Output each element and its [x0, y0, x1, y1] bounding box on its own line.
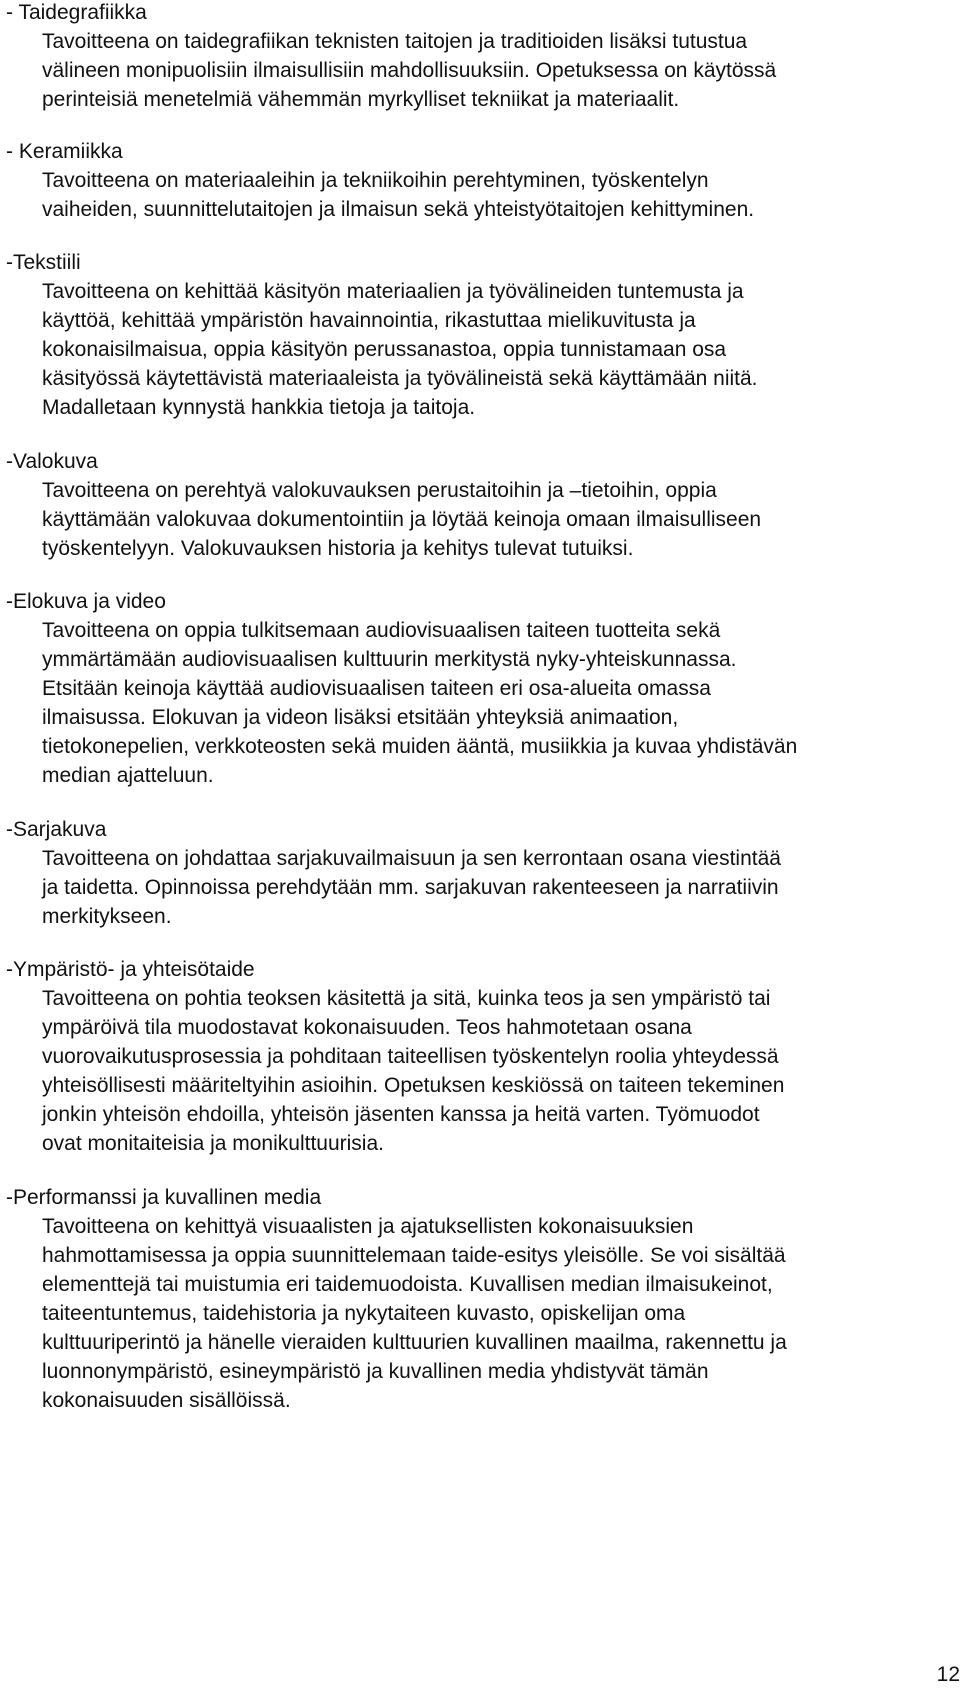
section-heading: - Keramiikka: [6, 140, 123, 163]
section-heading: -Ympäristö- ja yhteisötaide: [6, 958, 255, 981]
body-line: työskentelyyn. Valokuvauksen historia ja kehitys tulevat tutuiksi.: [42, 537, 634, 560]
section-valokuva: [0, 447, 960, 563]
section-taidegrafiikka: [0, 0, 960, 114]
body-line: ilmaisussa. Elokuvan ja videon lisäksi etsitään yhteyksiä animaation,: [42, 706, 679, 729]
body-line: merkitykseen.: [42, 905, 172, 928]
body-line: välineen monipuolisiin ilmaisullisiin mahdollisuuksiin. Opetuksessa on käytössä: [42, 59, 777, 82]
body-line: käsityössä käytettävistä materiaaleista ja työvälineistä sekä käyttämään niitä.: [42, 367, 758, 390]
section-keramiikka: [0, 137, 960, 224]
body-line: Tavoitteena on pohtia teoksen käsitettä ja sitä, kuinka teos ja sen ympäristö tai: [42, 987, 771, 1010]
body-line: taiteentuntemus, taidehistoria ja nykytaiteen kuvasto, opiskelijan oma: [42, 1302, 686, 1325]
body-line: kokonaisilmaisua, oppia käsityön perussanastoa, oppia tunnistamaan osa: [42, 338, 727, 361]
body-line: Tavoitteena on kehittää käsityön materiaalien ja työvälineiden tuntemusta ja: [42, 280, 744, 303]
body-line: ovat monitaiteisia ja monikulttuurisia.: [42, 1132, 384, 1155]
body-line: ja taidetta. Opinnoissa perehdytään mm. sarjakuvan rakenteeseen ja narratiivin: [42, 876, 779, 899]
section-heading: - Taidegrafiikka: [6, 1, 147, 24]
section-heading: -Performanssi ja kuvallinen media: [6, 1186, 322, 1209]
body-line: kokonaisuuden sisällöissä.: [42, 1389, 291, 1412]
body-line: median ajatteluun.: [42, 764, 214, 787]
body-line: vuorovaikutusprosessia ja pohditaan taiteellisen työskentelyn roolia yhteydessä: [42, 1045, 779, 1068]
body-line: käyttöä, kehittää ympäristön havainnointia, rikastuttaa mielikuvitusta ja: [42, 309, 696, 332]
section-tekstiili: [0, 248, 960, 422]
body-line: ympäröivä tila muodostavat kokonaisuuden. Teos hahmotetaan osana: [42, 1016, 692, 1039]
body-line: Tavoitteena on perehtyä valokuvauksen perustaitoihin ja –tietoihin, oppia: [42, 479, 717, 502]
body-line: tietokonepelien, verkkoteosten sekä muiden ääntä, musiikkia ja kuvaa yhdistävän: [42, 735, 798, 758]
page-number: 12: [936, 1663, 960, 1686]
section-heading: -Sarjakuva: [6, 818, 107, 841]
body-line: Tavoitteena on kehittyä visuaalisten ja ajatuksellisten kokonaisuuksien: [42, 1215, 694, 1238]
section-sarjakuva: [0, 815, 960, 931]
body-line: vaiheiden, suunnittelutaitojen ja ilmaisun sekä yhteistyötaitojen kehittyminen.: [42, 198, 755, 221]
section-ymparisto-ja-yhteisotaide: [0, 955, 960, 1158]
body-line: Tavoitteena on materiaaleihin ja tekniikoihin perehtyminen, työskentelyn: [42, 169, 709, 192]
body-line: elementtejä tai muistumia eri taidemuodoista. Kuvallisen median ilmaisukeinot,: [42, 1273, 773, 1296]
section-heading: -Valokuva: [6, 450, 98, 473]
section-heading: -Tekstiili: [6, 251, 81, 274]
body-line: ymmärtämään audiovisuaalisen kulttuurin merkitystä nyky-yhteiskunnassa.: [42, 648, 737, 671]
body-line: Tavoitteena on oppia tulkitsemaan audiovisuaalisen taiteen tuotteita sekä: [42, 619, 721, 642]
body-line: hahmottamisessa ja oppia suunnittelemaan taide-esitys yleisölle. Se voi sisältää: [42, 1244, 786, 1267]
body-line: Etsitään keinoja käyttää audiovisuaalisen taiteen eri osa-alueita omassa: [42, 677, 711, 700]
body-line: Tavoitteena on taidegrafiikan teknisten taitojen ja traditioiden lisäksi tutustua: [42, 30, 748, 53]
body-line: perinteisiä menetelmiä vähemmän myrkylliset tekniikat ja materiaalit.: [42, 88, 680, 111]
body-line: yhteisöllisesti määriteltyihin asioihin. Opetuksen keskiössä on taiteen tekeminen: [42, 1074, 785, 1097]
body-line: luonnonympäristö, esineympäristö ja kuvallinen media yhdistyvät tämän: [42, 1360, 709, 1383]
section-performanssi-ja-kuvallinen-media: [0, 1183, 960, 1415]
body-line: Tavoitteena on johdattaa sarjakuvailmaisuun ja sen kerrontaan osana viestintää: [42, 847, 781, 870]
body-line: jonkin yhteisön ehdoilla, yhteisön jäsenten kanssa ja heitä varten. Työmuodot: [42, 1103, 760, 1126]
section-elokuva-ja-video: [0, 587, 960, 790]
body-line: Madalletaan kynnystä hankkia tietoja ja taitoja.: [42, 396, 476, 419]
body-line: käyttämään valokuvaa dokumentointiin ja löytää keinoja omaan ilmaisulliseen: [42, 508, 762, 531]
body-line: kulttuuriperintö ja hänelle vieraiden kulttuurien kuvallinen maailma, rakennettu ja: [42, 1331, 787, 1354]
section-heading: -Elokuva ja video: [6, 590, 166, 613]
